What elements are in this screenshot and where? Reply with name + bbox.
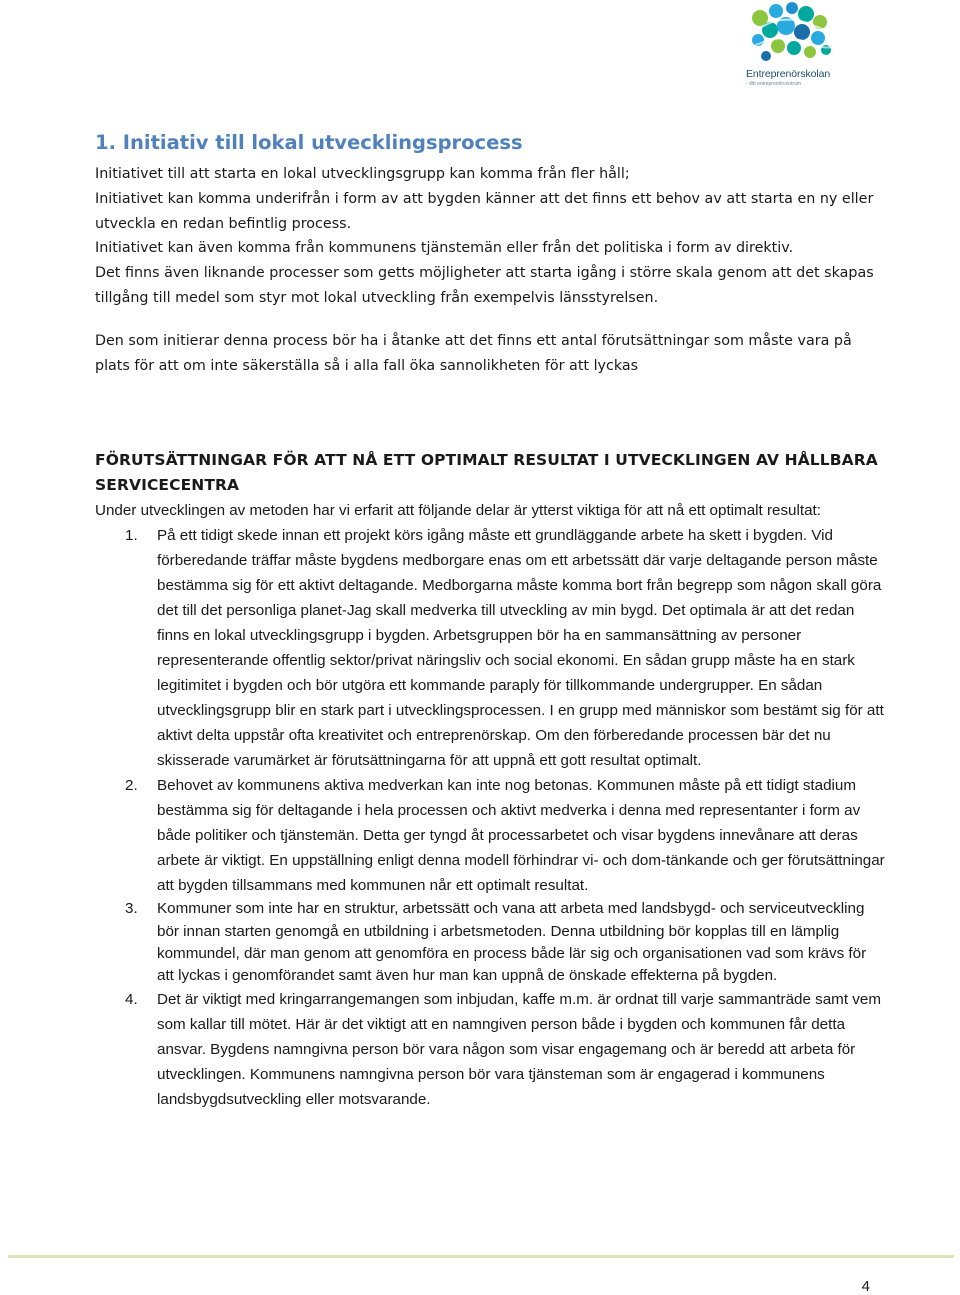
document-body	[95, 128, 885, 1112]
paragraph: Initiativet kan även komma från kommunens tjänstemän eller från det politiska i form av direktiv.	[95, 240, 794, 257]
footer-divider	[8, 1255, 954, 1258]
list-item	[95, 773, 885, 898]
intro-paragraph: Under utvecklingen av metoden har vi erfarit att följande delar är ytterst viktiga för att nå ett optimalt resultat:	[95, 502, 821, 520]
list-text: Behovet av kommunens aktiva medverkan kan inte nog betonas. Kommunen måste på ett tidigt stadium bestämma sig för deltagande i hela processen och aktivt medverka i denna med representanter i form av både politiker och tjänstemän. Detta ger tyngd åt processarbetet och visar bygdens innevånare att deras arbete är viktigt. En uppställning enligt denna modell förhindrar vi- och dom-tänkande och ger förutsättningar att bygden tillsammans med kommunen når ett optimalt resultat.	[157, 777, 885, 895]
section-heading: FÖRUTSÄTTNINGAR FÖR ATT NÅ ETT OPTIMALT RESULTAT I UTVECKLINGEN AV HÅLLBARA SERVICECENTRA	[95, 451, 878, 495]
paragraph: Initiativet kan komma underifrån i form av att bygden känner att det finns ett behov av att starta en ny eller utveckla en redan befintlig process.	[95, 190, 874, 232]
list-item	[95, 523, 885, 773]
requirements-list	[95, 523, 885, 1112]
logo-emblem-icon	[740, 2, 840, 66]
section-title: 1. Initiativ till lokal utvecklingsprocess	[95, 131, 523, 154]
list-item	[95, 987, 885, 1112]
list-number: 4.	[125, 991, 138, 1009]
list-text: Det är viktigt med kringarrangemangen som inbjudan, kaffe m.m. är ordnat till varje sammanträde samt vem som kallar till mötet. Här är det viktigt att en namngiven person både i bygden och kommunen får detta ansvar. Bygdens namngivna person bör vara någon som visar engagemang och är beredd att arbeta för utvecklingen. Kommunens namngivna person bör vara tjänsteman som är engagerad i kommunens landsbygdsutveckling eller motsvarande.	[157, 991, 881, 1109]
page-number: 4	[861, 1278, 870, 1295]
paragraph: Det finns även liknande processer som getts möjligheter att starta igång i större skala genom att det skapas tillgång till medel som styr mot lokal utveckling från exempelvis länsstyrelsen.	[95, 265, 874, 306]
logo-name: Entreprenörskolan	[746, 68, 831, 80]
list-number: 2.	[125, 777, 138, 795]
paragraph: Initiativet till att starta en lokal utvecklingsgrupp kan komma från fler håll;	[95, 166, 630, 182]
list-number: 1.	[125, 527, 138, 545]
logo	[740, 2, 844, 92]
closing-paragraph: Den som initierar denna process bör ha i åtanke att det finns ett antal förutsättningar som måste vara på plats för att om inte säkerställa så i alla fall öka sannolikheten för att lyckas	[95, 332, 852, 374]
list-item	[95, 898, 885, 987]
list-number: 3.	[125, 900, 138, 918]
list-text: På ett tidigt skede innan ett projekt körs igång måste ett grundläggande arbete ha skett i bygden. Vid förberedande träffar måste bygdens medborgare enas om ett arbetssätt där varje deltagande person måste bestämma sig för ett aktivt deltagande. Medborgarna måste komma bort från begrepp som någon skall göra det till det personliga planet-Jag skall medverka till utveckling av min bygd. Det optimala är att det redan finns en lokal utvecklingsgrupp i bygden. Arbetsgruppen bör ha en sammansättning av personer representerande offentlig sektor/privat näringsliv och social ekonomi. En sådan grupp måste ha en stark legitimitet i bygden och bör utgöra ett kommande paraply för tillkommande undergrupper. En sådan utvecklingsgrupp blir en stark part i utvecklingsprocessen. I en grupp med människor som bestämt sig för att aktivt delta uppstår ofta kreativitet och entreprenörskap. Om den förberedande processen bär det nu skisserade varumärket är förutsättningarna för att uppnå ett gott resultat optimalt.	[157, 527, 884, 770]
logo-tagline: - ditt entreprenörcentrum	[746, 81, 802, 87]
list-text: Kommuner som inte har en struktur, arbetssätt och vana att arbeta med landsbygd- och serviceutveckling bör innan starten genomgå en utbildning i arbetsmetoden. Denna utbildning bör kopplas till en lämplig kommundel, där man genom att genomföra en process både lär sig och organisationen vad som krävs för att lyckas i genomförandet samt även hur man kan uppnå de önskade effekterna på bygden.	[157, 900, 867, 984]
